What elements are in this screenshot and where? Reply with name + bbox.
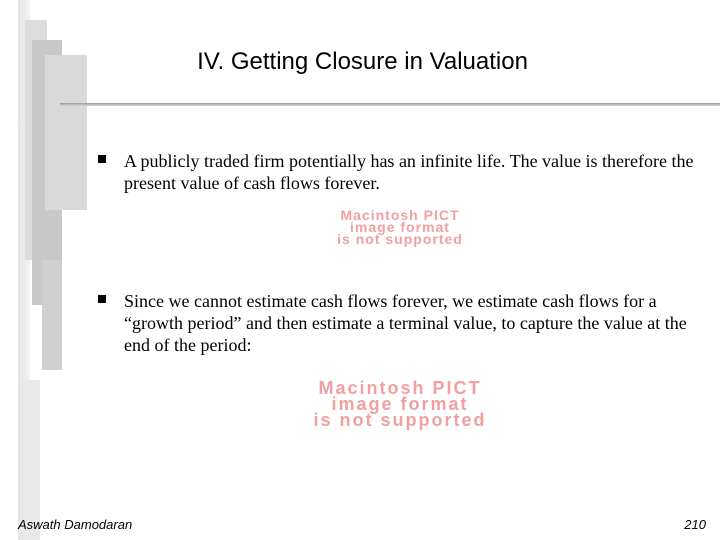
- decorative-bar: [45, 55, 87, 210]
- placeholder-line: is not supported: [337, 231, 463, 247]
- title-divider: [60, 103, 720, 106]
- slide-title: [0, 48, 720, 76]
- placeholder-line: image format: [350, 219, 450, 235]
- placeholder-line: is not supported: [313, 410, 487, 430]
- bullet-text-2: Since we cannot estimate cash flows forever, we estimate cash flows for a “growth period” and then estimate a terminal value, to capture the value at the end of the period:: [124, 291, 687, 355]
- placeholder-line: Macintosh PICT: [318, 378, 482, 398]
- image-placeholder-2: [240, 380, 560, 428]
- bullet-marker: [98, 295, 106, 303]
- bullet-marker: [98, 155, 106, 163]
- placeholder-line: image format: [331, 394, 469, 414]
- slide-title-text: IV. Getting Closure in Valuation: [197, 48, 528, 75]
- bullet-text-1: A publicly traded firm potentially has an infinite life. The value is therefore the present value of cash flows forever.: [124, 151, 694, 193]
- placeholder-line: Macintosh PICT: [340, 207, 460, 223]
- image-placeholder-1: [300, 209, 500, 245]
- decorative-bar: [20, 380, 40, 540]
- footer-author: Aswath Damodaran: [18, 517, 133, 532]
- page-number: 210: [684, 517, 706, 532]
- decorative-bar: [42, 260, 62, 370]
